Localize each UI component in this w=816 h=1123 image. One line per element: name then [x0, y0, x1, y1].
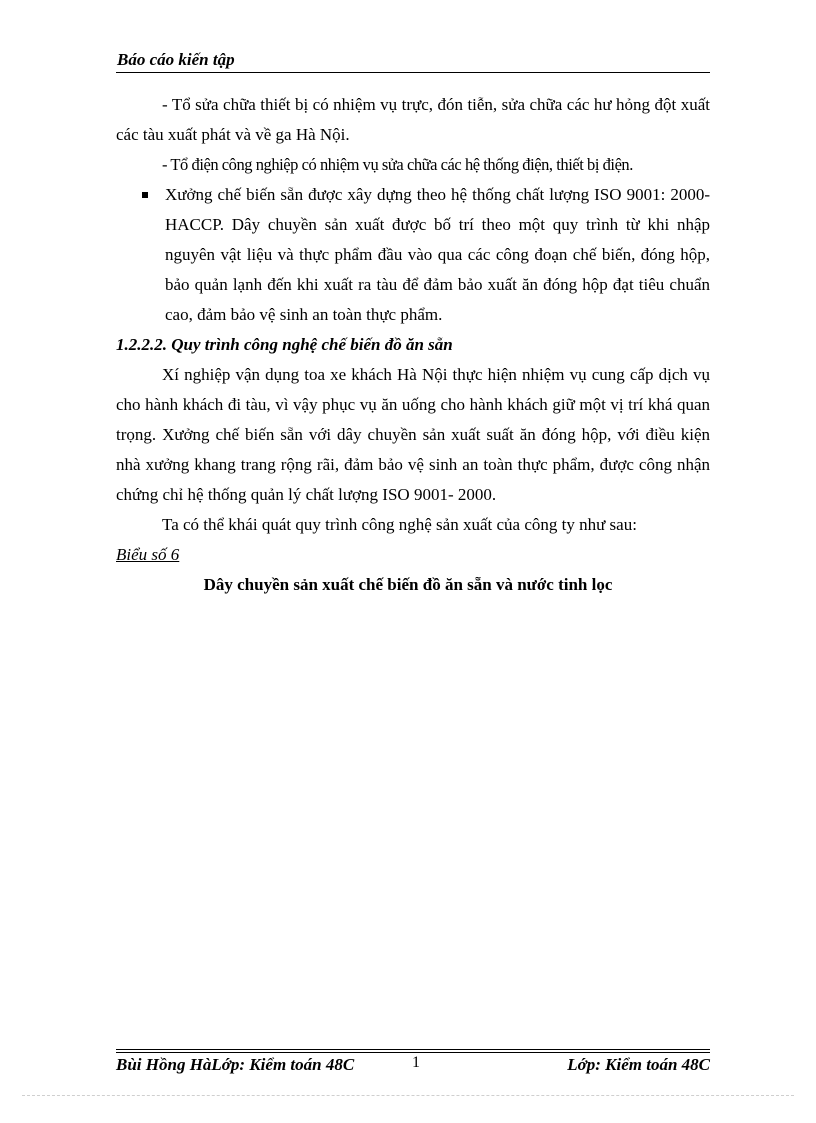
page-header — [116, 48, 710, 73]
paragraph-enterprise: Xí nghiệp vận dụng toa xe khách Hà Nội thực hiện nhiệm vụ cung cấp dịch vụ cho hành khách đi tàu, vì vậy phục vụ ăn uống cho hành khách giữ một vị trí khá quan trọng. Xưởng chế biến sẵn với dây chuyền sản xuất suất ăn đóng hộp, với điều kiện nhà xưởng khang trang rộng rãi, đảm bảo vệ sinh an toàn thực phẩm, được công nhận chứng chỉ hệ thống quản lý chất lượng ISO 9001- 2000. — [116, 365, 710, 504]
bullet-item-workshop — [116, 180, 710, 330]
section-heading: 1.2.2.2. Quy trình công nghệ chế biến đồ ăn sẵn — [116, 335, 453, 354]
bullet-text: Xưởng chế biến sẵn được xây dựng theo hệ thống chất lượng ISO 9001: 2000- HACCP. Dây chuyền sản xuất được bố trí theo một quy trình từ khi nhập nguyên vật liệu và thực phẩm đầu vào qua các công đoạn chế biến, đóng hộp, bảo quản lạnh đến khi xuất ra tàu để đảm bảo xuất ăn đóng hộp đạt tiêu chuẩn cao, đảm bảo vệ sinh an toàn thực phẩm. — [165, 185, 710, 324]
paragraph-repair-team: - Tổ sửa chữa thiết bị có nhiệm vụ trực, đón tiễn, sửa chữa các hư hỏng đột xuất các tàu xuất phát và về ga Hà Nội. — [116, 95, 710, 144]
footer-author: Bùi Hồng HàLớp: Kiểm toán 48C — [116, 1055, 355, 1074]
header-title: Báo cáo kiến tập — [117, 50, 235, 69]
paragraph-electric-team: - Tổ điện công nghiệp có nhiệm vụ sửa chữa các hệ thống điện, thiết bị điện. — [162, 155, 633, 174]
page-number: 1 — [412, 1054, 420, 1071]
chart-title: Dây chuyền sản xuất chế biến đồ ăn sẵn và nước tinh lọc — [203, 575, 613, 594]
chart-reference: Biểu số 6 — [116, 545, 180, 564]
footer-class: Lớp: Kiểm toán 48C — [567, 1055, 710, 1074]
paragraph-summary: Ta có thể khái quát quy trình công nghệ sản xuất của công ty như sau: — [162, 515, 637, 534]
page-boundary — [22, 1095, 794, 1096]
document-body — [116, 90, 710, 600]
square-bullet-icon — [142, 192, 148, 198]
footer-divider — [116, 1049, 710, 1050]
